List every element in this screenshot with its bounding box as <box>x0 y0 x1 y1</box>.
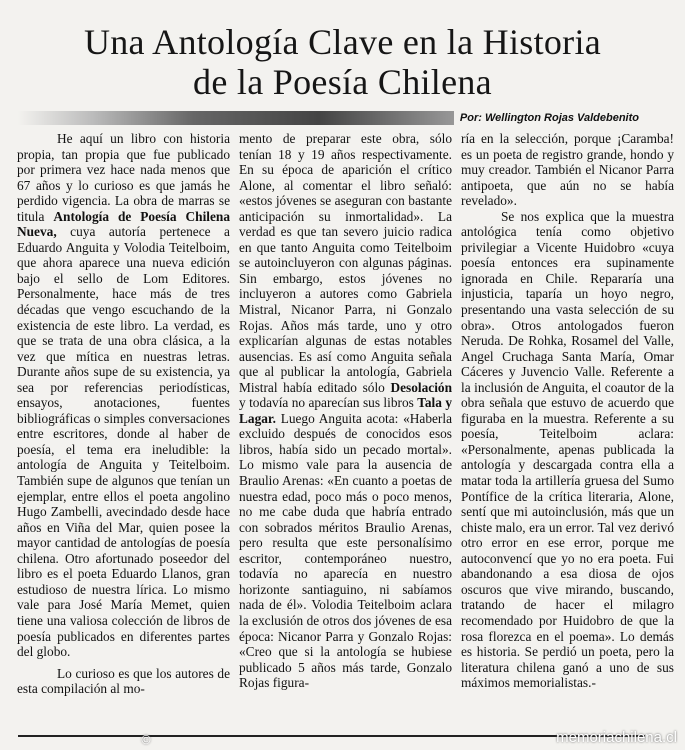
text-run: mento de preparar este obra, sólo tenían 18 y 19 años respectivamente. En su época de aparición el crítico Alone, al comentar el libro señaló: «estos jóvenes se aseguran con bastante anticipación su inmortalidad». La verdad es que tan severo juicio radica en que tanto Anguita como Teitelboim se autoincluyeron con algunas páginas. Sin embargo, estos jóvenes no incluyeron a autores como Gabriela Mistral, Nicanor Parra, ni Gonzalo Rojas. Años más tarde, uno y otro explicarían algunas de estas notables ausencias. Es así como Anguita señala que al publicar la antología, Gabriela Mistral había editado sólo <box>239 131 452 395</box>
bold-title-run: Antología de Poesía Chilena Nueva, <box>17 208 231 240</box>
bottom-rule <box>18 735 645 737</box>
text-run: He aquí un libro con historia propia, tan propia que fue publicado por primera vez hace nada menos que 67 años y lo curioso es que jamás he perdido vigencia. La obra de marras se titula <box>17 131 230 224</box>
copyright-icon: © <box>140 733 152 747</box>
title-line-1: Una Antología Clave en la Historia <box>83 22 602 62</box>
article-column-3 <box>461 131 674 691</box>
paragraph: Lo curioso es que los autores de esta compilación al mo- <box>17 665 230 697</box>
title-line-2: de la Poesía Chilena <box>193 62 492 102</box>
article-column-2 <box>239 131 452 691</box>
byline: Por: Wellington Rojas Valdebenito <box>454 111 645 125</box>
text-run: Luego Anguita acota: «Haberla excluido después de conocidos esos libros, había sido un pecado mortal». Lo mismo vale para la ausencia de Braulio Arenas: «En cuanto a poetas de nuestra edad, poco más o poco menos, no me cabe duda que habría entrado con sobrados méritos Braulio Arenas, pero resulta que este personalísimo escritor, contemporáneo nuestro, todavía no aparecía en nuestro horizonte santiaguino, ni sabíamos nada de él». Volodia Teitelboim aclara la exclusión de otros dos jóvenes de esa época: Nicanor Parra y Gonzalo Rojas: «Creo que si la antología se hubiese publicado 5 años más tarde, Gonzalo Rojas figura- <box>239 410 452 691</box>
paragraph <box>239 131 452 691</box>
text-run: cuya autoría pertenece a Eduardo Anguita y Volodia Teitelboim, que ahora aparece una nueva edición bajo el sello de Lom Editores. Personalmente, hace más de tres décadas que vengo escuchando de la existencia de este libro. La verdad, es que se trata de una obra clásica, a la vez que mítica en nuestras letras. Durante años supe de su existencia, ya sea por referencias periodísticas, ensayos, anotaciones, fuentes bibliográficas o simples conversaciones entre escritores, donde al haber de poesía, el tema era ineludible: la antología de Anguita y Teitelboim. También supe de algunos que tenían un ejemplar, entre ellos el poeta angolino Hugo Zambelli, avecindado desde hace años en Viña del Mar, quien posee la mayor cantidad de antologías de poesía chilena. Otro afortunado poseedor del libro es el poeta Eduardo Llanos, gran estudioso de nuestra lírica. Lo mismo vale para José María Memet, quien tiene una valiosa colección de libros de poesía publicados en diferentes partes del globo. <box>17 224 230 660</box>
paragraph <box>17 131 230 660</box>
text-run: y todavía no aparecían sus libros <box>239 395 418 411</box>
bold-title-run: Desolación <box>390 379 452 395</box>
paragraph: ría en la selección, porque ¡Caramba! es un poeta de registro grande, hondo y muy creador. También el Nicanor Parra antipoeta, que aún no se había revelado». <box>461 131 674 209</box>
article-title <box>0 22 685 102</box>
article-column-1 <box>17 131 230 697</box>
bold-title-run: Tala y Lagar. <box>239 395 452 426</box>
paragraph: Se nos explica que la muestra antológica tenía como objetivo privilegiar a Vicente Huidobro «cuya poesía entonces era supinamente ignorada en Chile. Repararía una injusticia, taparía un hoyo negro, presentando una vasta selección de su obra». Otros antologados fueron Neruda. De Rohka, Rosamel del Valle, Angel Cruchaga Santa María, Omar Cáceres y Juvencio Valle. Referente a la inclusión de Anguita, el coautor de la obra señala que estuvo de acuerdo que figuraba en la muestra. Referente a su poesía, Teitelboim aclara: «Personalmente, apenas publicada la antología y descargada contra ella a matar toda la artillería gruesa del Sumo Pontífice de la crítica literaria, Alone, sentí que mi autoinclusión, más que un chiste malo, era un error. Tal vez derivó otro error en ese error, porque me autoconvencí que yo no era poeta. Fui abandonando a esa diosa de ojos oscuros que vive mirando, buscando, tratando de hacer el milagro recomendado por Huidobro de que la rosa florezca en el poema». Lo demás es historia. Se perdió un poeta, pero la literatura chilena ganó a uno de sus máximos memorialistas.- <box>461 208 674 691</box>
watermark: memoriachilena.cl <box>556 729 677 746</box>
